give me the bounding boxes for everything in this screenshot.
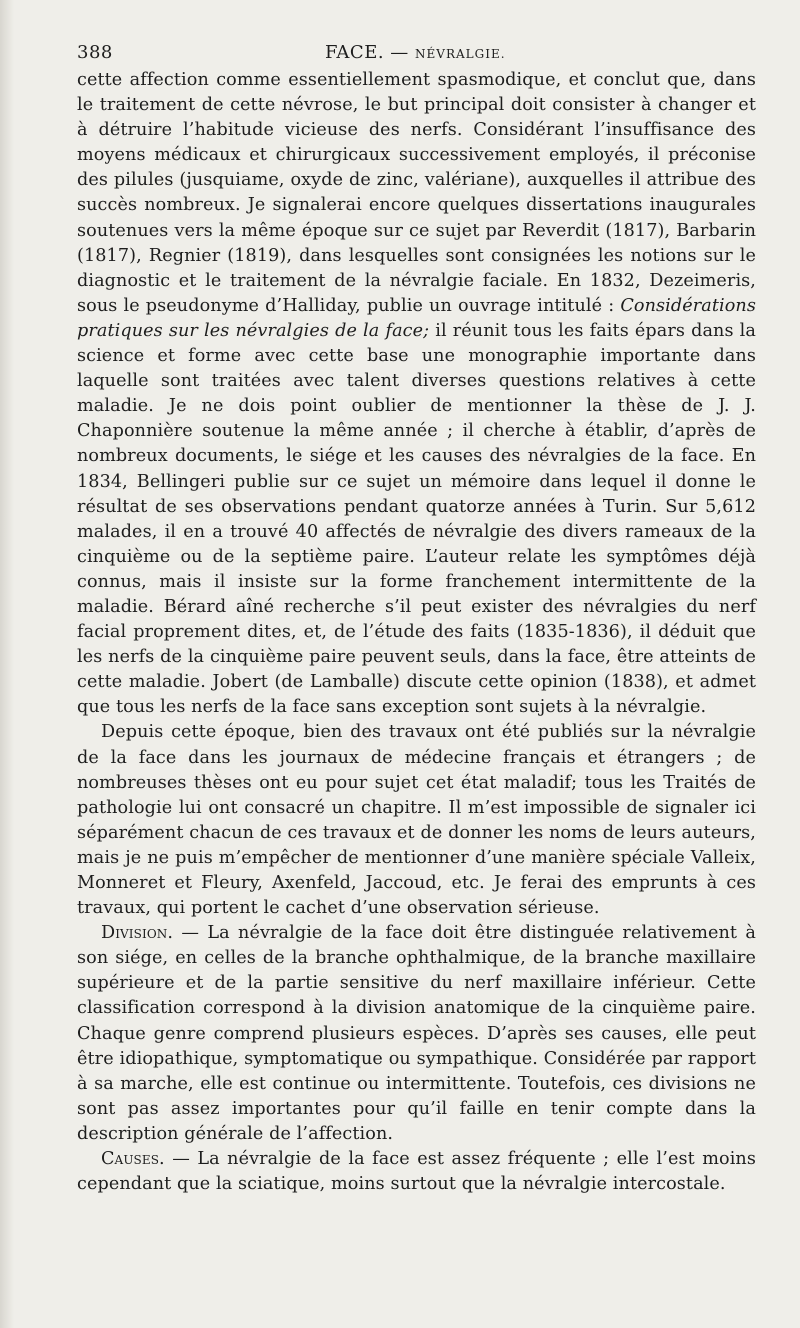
paragraph-text: cette affection comme essentiellement spasmodique, et conclut que, dans le traitement de cette névrose, le but principal doit consister à changer et à détruire l’habitude vicieuse des nerfs. Considérant l’insuffisance des moyens médicaux et chirurgicaux successivement employés, il préconise des pilules (jusquiame, oxyde de zinc, valériane), auxquelles il attribue des succès nombreux. Je signalerai encore quelques dissertations inaugurales soutenues vers la même époque sur ce sujet par Reverdit (1817), Barbarin (1817), Regnier (1819), dans lesquelles sont consignées les notions sur le diagnostic et le traitement de la névralgie faciale. En 1832, Dezeimeris, sous le pseudonyme d’Halliday, publie un ouvrage intitulé : [77, 70, 756, 316]
paragraph-causes [77, 1147, 756, 1197]
page-header [77, 42, 756, 68]
running-head-dash: — [384, 42, 416, 63]
paragraph-text: — La névralgie de la face doit être distinguée relativement à son siége, en celles de la branche ophthalmique, de la branche maxillaire supérieure et de la partie sensitive du nerf maxillaire inférieur. Cette classification correspond à la division anatomique de la cinquième paire. Chaque genre comprend plusieurs espèces. D’après ses causes, elle peut être idiopathique, symptomatique ou sympathique. Considérée par rapport à sa marche, elle est continue ou intermittente. Toutefois, ces divisions ne sont pas assez importantes pour qu’il faille en tenir compte dans la description générale de l’affection. [77, 923, 756, 1144]
running-head-title: FACE. [325, 42, 385, 63]
paragraph-history-continued [77, 68, 756, 720]
binding-shadow [0, 0, 14, 1328]
paragraph-division [77, 921, 756, 1147]
paragraph-later-works: Depuis cette époque, bien des travaux ont été publiés sur la névralgie de la face dans les journaux de médecine français et étrangers ; de nombreuses thèses ont eu pour sujet cet état maladif; tous les Traités de pathologie lui ont consacré un chapitre. Il m’est impossible de signaler ici séparément chacun de ces travaux et de donner les noms de leurs auteurs, mais je ne puis m’empêcher de mentionner d’une manière spéciale Valleix, Monneret et Fleury, Axenfeld, Jaccoud, etc. Je ferai des emprunts à ces travaux, qui portent le cachet d’une observation sérieuse. [77, 722, 756, 919]
running-head [325, 42, 506, 63]
running-head-subtitle: NÉVRALGIE. [415, 47, 506, 61]
body-text [77, 68, 756, 1197]
section-heading-causes: Causes. [101, 1149, 165, 1170]
section-heading-division: Division. [101, 923, 174, 944]
paragraph-text: il réunit tous les faits épars dans la science et forme avec cette base une monographie importante dans laquelle sont traitées avec talent diverses questions relatives à cette maladie. Je ne dois point oublier de mentionner la thèse de J. J. Chaponnière soutenue la même année ; il cherche à établir, d’après de nombreux documents, le siége et les causes des névralgies de la face. En 1834, Bellingeri publie sur ce sujet un mémoire dans lequel il donne le résultat de ses observations pendant quatorze années à Turin. Sur 5,612 malades, il en a trouvé 40 affectés de névralgie des divers rameaux de la cinquième ou de la septième paire. L’auteur relate les symptômes déjà connus, mais il insiste sur la forme franchement intermittente de la maladie. Bérard aîné recherche s’il peut exister des névralgies du nerf facial proprement dites, et, de l’étude des faits (1835-1836), il déduit que les nerfs de la cinquième paire peuvent seuls, dans la face, être atteints de cette maladie. Jobert (de Lamballe) discute cette opinion (1838), et admet que tous les nerfs de la face sans exception sont sujets à la névralgie. [77, 320, 756, 718]
page-number: 388 [77, 42, 113, 63]
book-title-italic: Considérations pratiques sur les névralgies de la face; [77, 295, 756, 341]
paragraph-text: — La névralgie de la face est assez fréquente ; elle l’est moins cependant que la sciatique, moins surtout que la névralgie intercostale. [77, 1149, 756, 1195]
